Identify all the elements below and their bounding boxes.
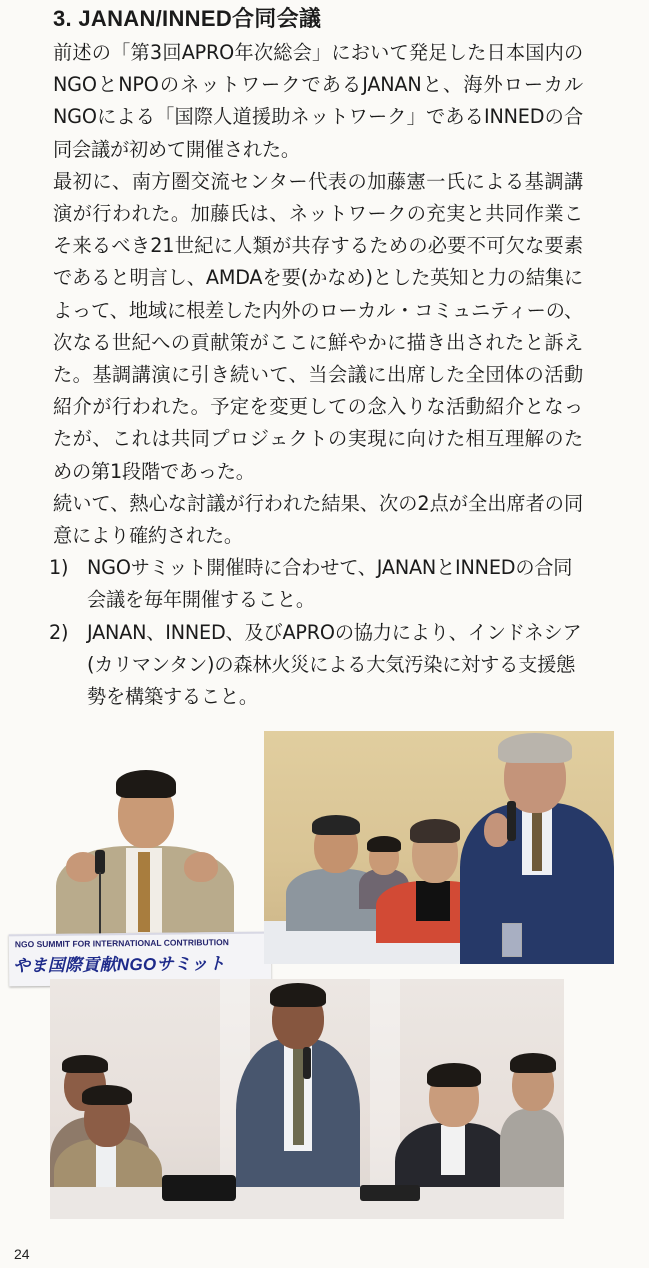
microphone [507,801,516,841]
page-number: 24 [14,1246,30,1262]
article-body [49,4,583,713]
banner-japanese-text: やま国際貢献NGOサミット [12,954,226,976]
section-heading: 3. JANAN/INNED合同会議 [53,6,322,31]
paragraph-agreement: 続いて、熱心な討議が行われた結果、次の2点が全出席者の同意により確約された。 [53,491,583,548]
banner-english-text: NGO SUMMIT FOR INTERNATIONAL CONTRIBUTION [14,937,229,950]
list-item-number: 1) [49,556,69,580]
agreement-list [49,552,583,713]
speaker-figure [56,766,256,940]
paragraph-keynote: 最初に、南方圏交流センター代表の加藤憲一氏による基調講演が行われた。加藤氏は、ネットワークの充実と共同作業こそ来るべき21世紀に人類が共存するための必要不可欠な要素であると明言し、AMDAを要(かなめ)とした英知と力の結集によって、地域に根差した内外のローカル・コミュニティーの、次なる世紀への貢献策がここに鮮やかに描き出されたと訴えた。基調講演に引き続いて、当会議に出席した全団体の活動紹介が行われた。予定を変更しての念入りな活動紹介となったが、これは共同プロジェクトの実現に向けた相互理解のための第1段階であった。 [53,169,583,483]
photo-podium-speaker [48,760,284,940]
list-item-number: 2) [49,620,69,644]
list-item-text: NGOサミット開催時に合わせて、JANANとINNEDの合同会議を毎年開催すること。 [87,556,573,612]
list-item-text: JANAN、INNED、及びAPROの協力により、インドネシア(カリマンタン)の森林火災による大気汚染に対する支援態勢を構築すること。 [87,620,582,709]
microphone [95,850,105,874]
list-item [49,552,583,616]
standing-speaker [460,733,614,964]
photo-panel-speaker [264,731,614,964]
conference-table [50,1187,564,1219]
list-item [49,617,583,714]
standing-speaker [236,987,360,1219]
paragraph-intro: 前述の「第3回APRO年次総会」において発足した日本国内のNGOとNPOのネットワークであるJANANと、海外ローカルNGOによる「国際人道援助ネットワーク」であるINNEDの合同会議が初めて開催された。 [53,41,583,161]
microphone [303,1047,311,1079]
photo-audience-speaker [50,979,564,1219]
seated-attendee [500,1057,564,1187]
